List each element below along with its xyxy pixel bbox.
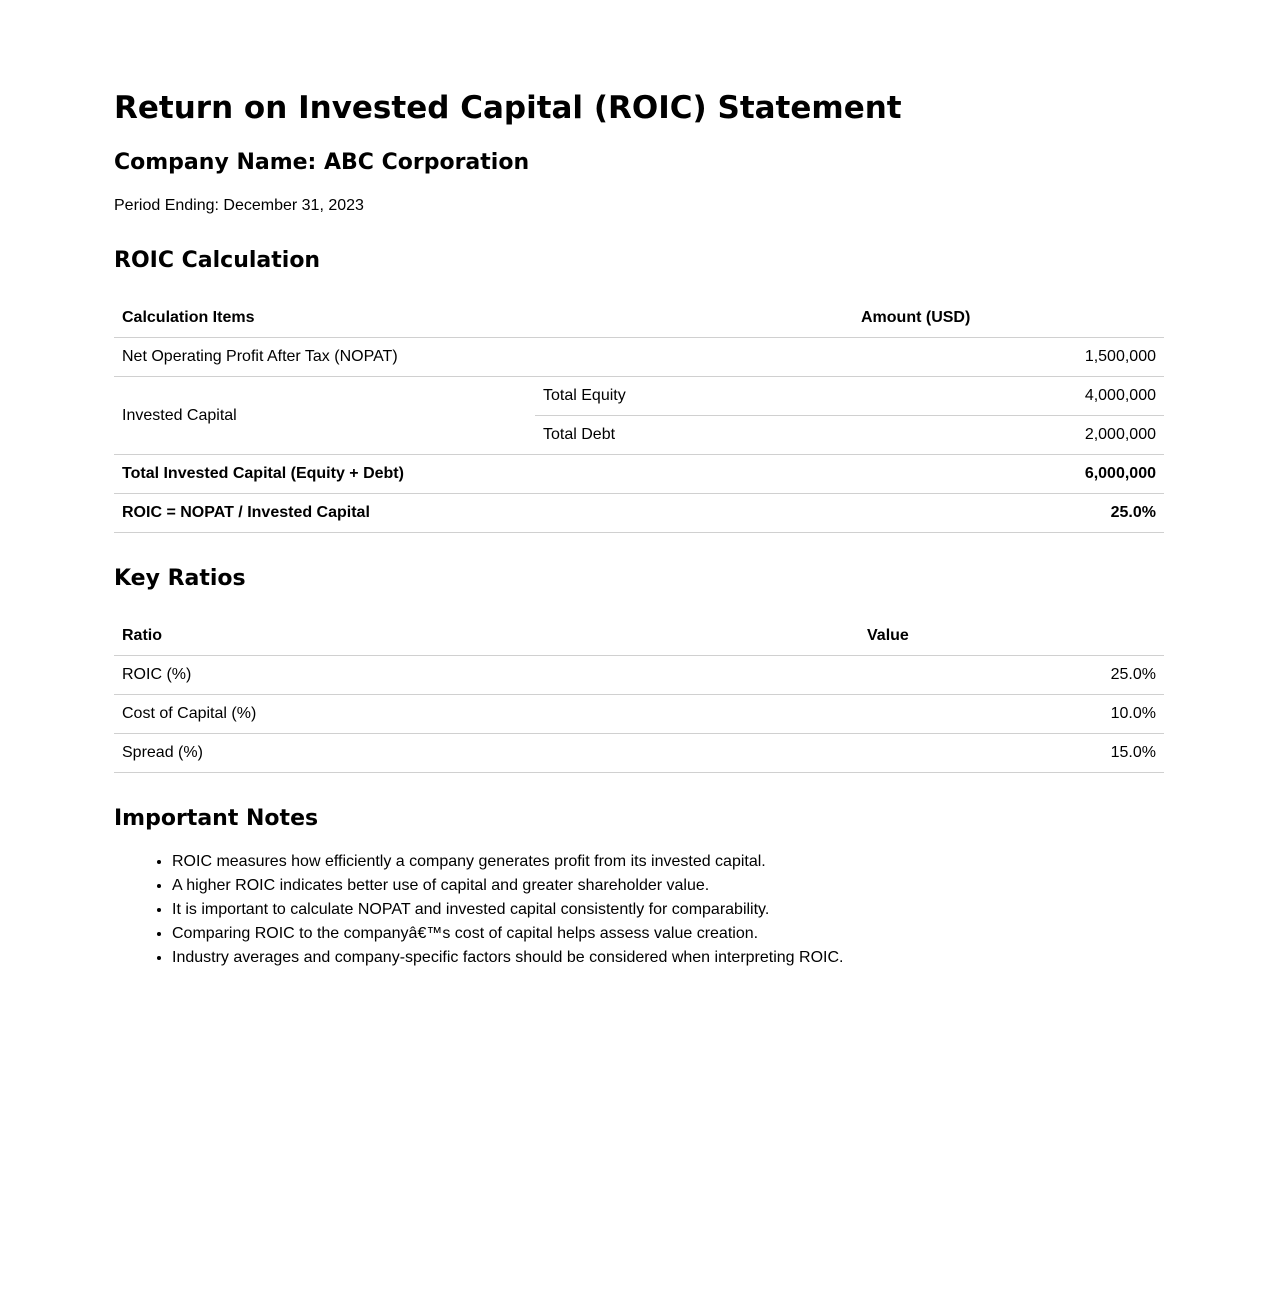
table-row xyxy=(114,455,1164,494)
col-header-amount: Amount (USD) xyxy=(853,299,1164,338)
ratio-value: 25.0% xyxy=(859,656,1164,695)
total-invested-capital-label: Total Invested Capital (Equity + Debt) xyxy=(114,455,853,494)
roic-calculation-table xyxy=(114,299,1164,533)
total-debt-value: 2,000,000 xyxy=(853,416,1164,455)
col-header-ratio: Ratio xyxy=(114,617,859,656)
col-header-items: Calculation Items xyxy=(114,299,853,338)
table-row xyxy=(114,695,1164,734)
key-ratios-heading: Key Ratios xyxy=(114,566,246,591)
nopat-value: 1,500,000 xyxy=(853,338,1164,377)
roic-formula-label: ROIC = NOPAT / Invested Capital xyxy=(114,494,853,533)
notes-list xyxy=(114,850,843,970)
list-item: • It is important to calculate NOPAT and invested capital consistently for comparability. xyxy=(172,898,843,922)
total-equity-value: 4,000,000 xyxy=(853,377,1164,416)
table-row xyxy=(114,377,1164,416)
nopat-label: Net Operating Profit After Tax (NOPAT) xyxy=(114,338,853,377)
roic-calculation-heading: ROIC Calculation xyxy=(114,248,321,273)
company-name: Company Name: ABC Corporation xyxy=(114,150,530,175)
ratio-label: Spread (%) xyxy=(114,734,859,773)
table-row xyxy=(114,656,1164,695)
invested-capital-label: Invested Capital xyxy=(114,377,535,455)
roic-formula-value: 25.0% xyxy=(853,494,1164,533)
list-item: • A higher ROIC indicates better use of capital and greater shareholder value. xyxy=(172,874,843,898)
ratio-label: Cost of Capital (%) xyxy=(114,695,859,734)
total-debt-label: Total Debt xyxy=(535,416,853,455)
important-notes-heading: Important Notes xyxy=(114,806,319,831)
ratio-value: 10.0% xyxy=(859,695,1164,734)
ratio-value: 15.0% xyxy=(859,734,1164,773)
period-ending: Period Ending: December 31, 2023 xyxy=(114,197,364,214)
total-invested-capital-value: 6,000,000 xyxy=(853,455,1164,494)
page-title: Return on Invested Capital (ROIC) Statement xyxy=(114,90,902,126)
col-header-value: Value xyxy=(859,617,1164,656)
table-header-row xyxy=(114,299,1164,338)
key-ratios-table xyxy=(114,617,1164,773)
ratio-label: ROIC (%) xyxy=(114,656,859,695)
table-row xyxy=(114,734,1164,773)
list-item: • Industry averages and company-specific factors should be considered when interpreting ROIC. xyxy=(172,946,843,970)
table-header-row xyxy=(114,617,1164,656)
table-row xyxy=(114,494,1164,533)
list-item: • Comparing ROIC to the companyâ€™s cost of capital helps assess value creation. xyxy=(172,922,843,946)
total-equity-label: Total Equity xyxy=(535,377,853,416)
table-row xyxy=(114,338,1164,377)
list-item: • ROIC measures how efficiently a company generates profit from its invested capital. xyxy=(172,850,843,874)
